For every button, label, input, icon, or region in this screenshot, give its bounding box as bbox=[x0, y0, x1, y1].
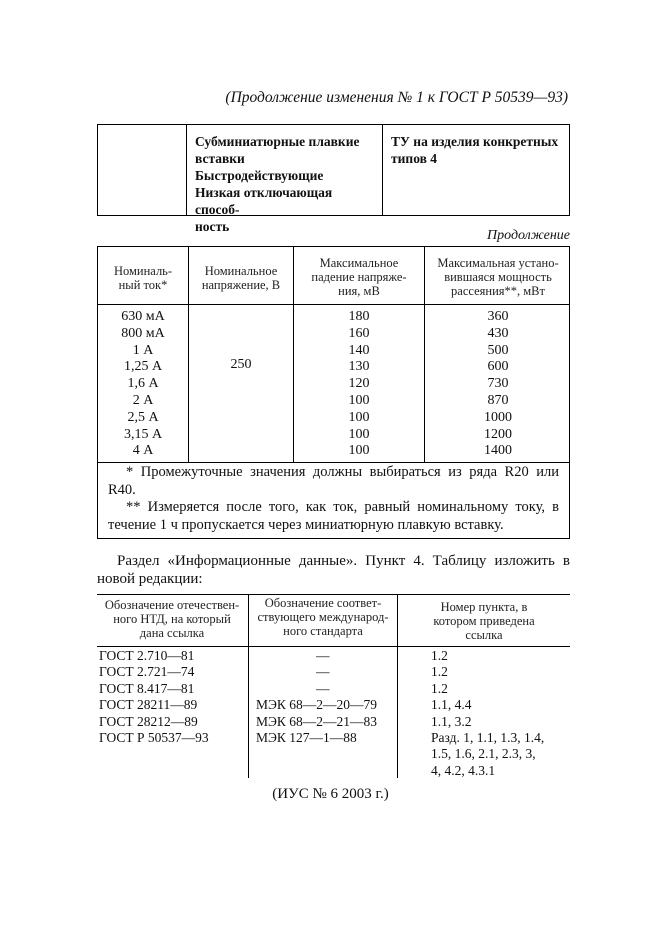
power-column bbox=[425, 309, 571, 460]
header-divider bbox=[97, 646, 570, 647]
table-cell: 500 bbox=[487, 342, 509, 358]
table-cell: 130 bbox=[348, 359, 370, 375]
top-table-empty-cell bbox=[98, 125, 187, 215]
table-cell: ГОСТ 2.721—74 bbox=[99, 664, 195, 680]
table-cell: 2 А bbox=[132, 392, 154, 408]
header-line: Максимальное bbox=[319, 256, 399, 270]
top-rule bbox=[97, 594, 570, 595]
table-cell: — bbox=[316, 680, 330, 696]
header-line: ный ток* bbox=[118, 278, 168, 292]
header-line: Номинальное bbox=[204, 264, 278, 278]
header-voltage-drop bbox=[294, 256, 424, 298]
header-power bbox=[425, 256, 571, 298]
text-line: ТУ на изделия конкретных bbox=[391, 134, 559, 149]
table-cell: 180 bbox=[348, 309, 370, 324]
table-cell: ГОСТ 2.710—81 bbox=[99, 648, 195, 663]
text-line: ность bbox=[195, 219, 230, 234]
table-cell: 4 А bbox=[132, 443, 154, 459]
table-cell: МЭК 68—2—21—83 bbox=[256, 713, 378, 729]
header-nominal-current bbox=[98, 264, 188, 292]
table-cell: 100 bbox=[348, 443, 370, 459]
table-cell: 870 bbox=[487, 392, 509, 408]
table-cell: 730 bbox=[487, 376, 509, 392]
text-line: Низкая отключающая способ- bbox=[195, 185, 333, 217]
footnote-2: ** Измеряется после того, как ток, равный номинальному току, в течение 1 ч пропускается через миниатюрную плавкую вставку. bbox=[108, 499, 559, 533]
header-divider bbox=[98, 304, 569, 305]
table-cell: ГОСТ 8.417—81 bbox=[99, 680, 195, 696]
header-line: вившаяся мощность bbox=[444, 270, 552, 284]
header-line: ния, мВ bbox=[338, 284, 380, 298]
voltage-cell: 250 bbox=[230, 357, 252, 372]
continuation-label: Продолжение bbox=[487, 228, 570, 243]
table-cell: 1.2 bbox=[431, 664, 448, 680]
header-line: падение напряже- bbox=[311, 270, 407, 284]
page-header: (Продолжение изменения № 1 к ГОСТ Р 50539—93) bbox=[225, 89, 568, 106]
top-table-tu bbox=[384, 125, 569, 215]
info-table bbox=[97, 594, 570, 778]
header-line: дана ссылка bbox=[139, 626, 205, 640]
text-line: вставки bbox=[195, 151, 245, 166]
top-table-fuse-type bbox=[187, 125, 383, 234]
table-cell: 100 bbox=[348, 392, 370, 408]
table-cell: 600 bbox=[487, 359, 509, 375]
text-line: типов 4 bbox=[391, 151, 438, 166]
header-line: Максимальная устано- bbox=[437, 256, 559, 270]
international-standard-column bbox=[256, 648, 377, 746]
table-cell: 2,5 А bbox=[127, 409, 159, 425]
header-line: ного стандарта bbox=[283, 624, 363, 638]
table-cell: МЭК 68—2—20—79 bbox=[256, 697, 378, 713]
table-cell: ГОСТ 28211—89 bbox=[99, 697, 198, 713]
table-cell: 120 bbox=[348, 376, 370, 392]
table-cell: 1.2 bbox=[431, 680, 448, 696]
header-international-standard bbox=[249, 596, 397, 638]
table-cell: 160 bbox=[348, 325, 370, 341]
table-cell: 1200 bbox=[484, 426, 512, 442]
footnote-1: * Промежуточные значения должны выбираться из ряда R20 или R40. bbox=[108, 464, 559, 498]
table-notes bbox=[98, 464, 569, 534]
text-line: Быстродействующие bbox=[195, 168, 324, 183]
table-cell: 360 bbox=[487, 309, 509, 324]
table-cell: 100 bbox=[348, 409, 370, 425]
header-line: Обозначение соответ- bbox=[264, 596, 382, 610]
current-column bbox=[98, 309, 188, 460]
table-cell: ГОСТ 28212—89 bbox=[99, 713, 198, 729]
table-cell: ГОСТ Р 50537—93 bbox=[99, 730, 209, 746]
header-line: ного НТД, на который bbox=[113, 612, 231, 626]
table-cell: 100 bbox=[348, 426, 370, 442]
table-cell: 1.2 bbox=[431, 648, 448, 663]
table-cell: — bbox=[316, 648, 330, 663]
header-line: Обозначение отечествен- bbox=[104, 598, 240, 612]
header-nominal-voltage bbox=[189, 264, 293, 292]
domestic-ntd-column bbox=[99, 648, 209, 746]
table-cell: 430 bbox=[487, 325, 509, 341]
table-cell: 1,25 А bbox=[123, 359, 163, 375]
table-cell: 1000 bbox=[484, 409, 512, 425]
main-table bbox=[97, 246, 570, 539]
table-cell: 1.5, 1.6, 2.1, 2.3, 3, bbox=[431, 746, 536, 762]
top-table bbox=[97, 124, 570, 234]
table-cell: 1,6 А bbox=[127, 376, 159, 392]
header-line: рассеяния**, мВт bbox=[451, 284, 545, 298]
table-cell: 3,15 А bbox=[123, 426, 163, 442]
header-line: ссылка bbox=[465, 628, 503, 642]
header-line: ствующего международ- bbox=[257, 610, 389, 624]
table-cell: 1.1, 4.4 bbox=[431, 697, 472, 713]
table-cell: Разд. 1, 1.1, 1.3, 1.4, bbox=[431, 730, 545, 746]
notes-divider bbox=[98, 462, 569, 463]
table-cell: МЭК 127—1—88 bbox=[256, 730, 357, 746]
section-paragraph: Раздел «Информационные данные». Пункт 4. Таблицу изложить в новой редакции: bbox=[97, 553, 570, 587]
table-cell: 4, 4.2, 4.3.1 bbox=[431, 762, 496, 778]
header-line: напряжение, В bbox=[201, 278, 281, 292]
page-footer: (ИУС № 6 2003 г.) bbox=[272, 786, 389, 802]
table-cell: — bbox=[316, 664, 330, 680]
header-line: котором приведена bbox=[433, 614, 535, 628]
header-line: Номиналь- bbox=[113, 264, 173, 278]
header-line: Номер пункта, в bbox=[440, 600, 528, 614]
text-line: Субминиатюрные плавкие bbox=[195, 134, 360, 149]
table-cell: 1 А bbox=[132, 342, 154, 358]
table-cell: 1.1, 3.2 bbox=[431, 713, 472, 729]
header-domestic-ntd bbox=[97, 598, 247, 640]
table-cell: 630 мА bbox=[121, 309, 165, 324]
table-cell: 140 bbox=[348, 342, 370, 358]
voltage-drop-column bbox=[294, 309, 424, 460]
table-cell: 1400 bbox=[484, 443, 512, 459]
table-cell: 800 мА bbox=[121, 325, 165, 341]
clause-number-column bbox=[431, 648, 544, 779]
header-clause-number bbox=[398, 600, 570, 642]
